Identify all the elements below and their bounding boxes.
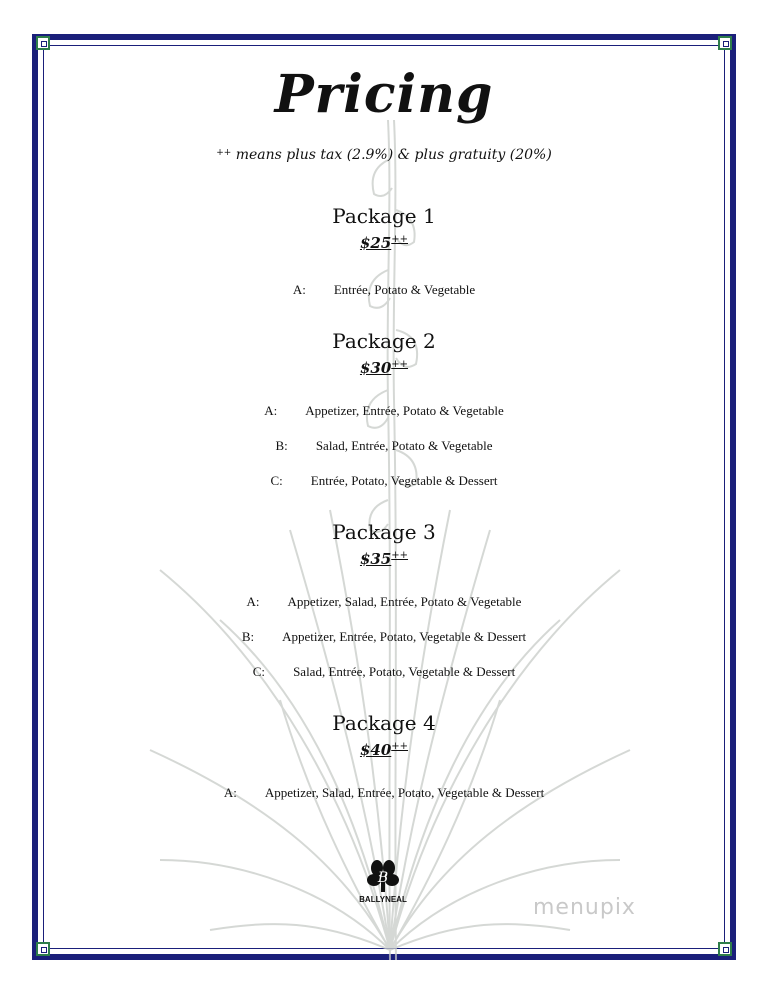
package-option: A: Entrée, Potato & Vegetable (292, 282, 476, 297)
package-name: Package 4 (332, 711, 436, 735)
flower-logo-icon (350, 856, 416, 894)
package-option: B: Appetizer, Entrée, Potato, Vegetable & Dessert (241, 629, 527, 644)
package-price: $35++ (359, 550, 409, 568)
corner-ornament-icon (36, 36, 50, 50)
logo-text: BALLYNEAL (359, 895, 407, 904)
pricing-note (0, 147, 768, 163)
ballyneal-logo (350, 856, 416, 910)
package-option: A: Appetizer, Salad, Entrée, Potato & Vegetable (246, 594, 522, 609)
package-name: Package 1 (332, 204, 436, 228)
plus-plus-marker: ++ (216, 148, 232, 158)
package-name: Package 2 (332, 329, 436, 353)
package-name: Package 3 (332, 520, 436, 544)
package-option: B: Salad, Entrée, Potato & Vegetable (275, 438, 493, 453)
corner-ornament-icon (718, 942, 732, 956)
menupix-watermark: menupix (533, 895, 636, 920)
pricing-note-text: means plus tax (2.9%) & plus gratuity (20%) (235, 147, 552, 163)
package-price: $40++ (359, 741, 409, 759)
package-price: $30++ (359, 359, 409, 377)
package-option: C: Salad, Entrée, Potato, Vegetable & Dessert (252, 664, 516, 679)
svg-text:B: B (377, 870, 389, 886)
corner-ornament-icon (718, 36, 732, 50)
package-price: $25++ (359, 234, 409, 252)
corner-ornament-icon (36, 942, 50, 956)
package-option: A: Appetizer, Entrée, Potato & Vegetable (264, 403, 504, 418)
package-option: C: Entrée, Potato, Vegetable & Dessert (270, 473, 498, 488)
page-title: Pricing (274, 64, 494, 125)
package-option: A: Appetizer, Salad, Entrée, Potato, Vegetable & Dessert (223, 785, 545, 800)
